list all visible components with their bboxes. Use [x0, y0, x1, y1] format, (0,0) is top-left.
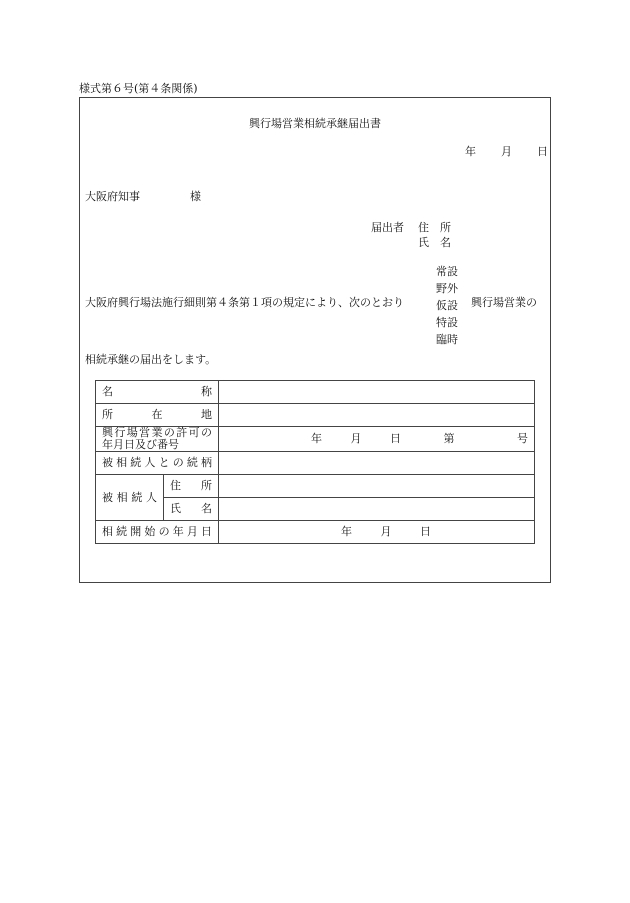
location-label: 所在地 [96, 404, 219, 427]
permit-label-line2: 年月日及び番号 [102, 438, 179, 451]
location-field[interactable] [219, 404, 535, 427]
relation-field[interactable] [219, 452, 535, 475]
notification-table [95, 380, 535, 544]
date-day: 日 [537, 145, 548, 158]
permit-day: 日 [390, 432, 401, 445]
permit-month: 月 [350, 432, 362, 445]
date-year: 年 [465, 145, 476, 158]
name-label: 名称 [96, 381, 219, 404]
decedent-address-label: 住 所 [164, 475, 219, 498]
start-month: 月 [380, 525, 392, 538]
form-number: 様式第６号(第４条関係) [79, 82, 198, 95]
start-date-field[interactable] [219, 521, 535, 544]
facility-type-option: 特設 [436, 316, 458, 329]
facility-type-options [436, 263, 458, 348]
permit-label [96, 427, 219, 452]
decedent-name-label: 氏 名 [164, 498, 219, 521]
notifier-label: 届出者 [371, 221, 404, 234]
permit-value-field[interactable] [219, 427, 535, 452]
start-date-label: 相続開始の年月日 [96, 521, 219, 544]
table-row [96, 381, 535, 404]
body-continuation: 相続承継の届出をします。 [85, 353, 217, 366]
notifier-name-label: 氏 名 [418, 236, 451, 249]
facility-type-option: 野外 [436, 282, 458, 295]
permit-year: 年 [311, 432, 322, 445]
decedent-address-field[interactable] [219, 475, 535, 498]
decedent-label: 被相続人 [96, 475, 164, 521]
body-prefix: 大阪府興行場法施行細則第４条第１項の規定により、次のとおり [85, 296, 404, 309]
addressee-honorific: 様 [190, 190, 201, 203]
table-row [96, 452, 535, 475]
permit-number-suffix: 号 [517, 432, 528, 445]
start-day: 日 [420, 525, 431, 538]
permit-number-prefix: 第 [443, 432, 455, 445]
facility-type-option: 常設 [436, 265, 458, 278]
table-row [96, 427, 535, 452]
addressee-name: 大阪府知事 [85, 190, 140, 203]
date-month: 月 [501, 145, 512, 158]
facility-type-option: 仮設 [436, 299, 458, 312]
permit-label-line1: 興行場営業の許可の [102, 426, 212, 439]
relation-label: 被相続人との続柄 [96, 452, 219, 475]
table-row [96, 475, 535, 498]
table-row [96, 404, 535, 427]
name-field[interactable] [219, 381, 535, 404]
decedent-name-field[interactable] [219, 498, 535, 521]
table-row [96, 521, 535, 544]
start-year: 年 [341, 525, 352, 538]
notifier-address-label: 住 所 [418, 221, 451, 234]
form-title: 興行場営業相続承継届出書 [249, 117, 381, 130]
body-suffix: 興行場営業の [471, 296, 537, 309]
facility-type-option: 臨時 [436, 333, 458, 346]
